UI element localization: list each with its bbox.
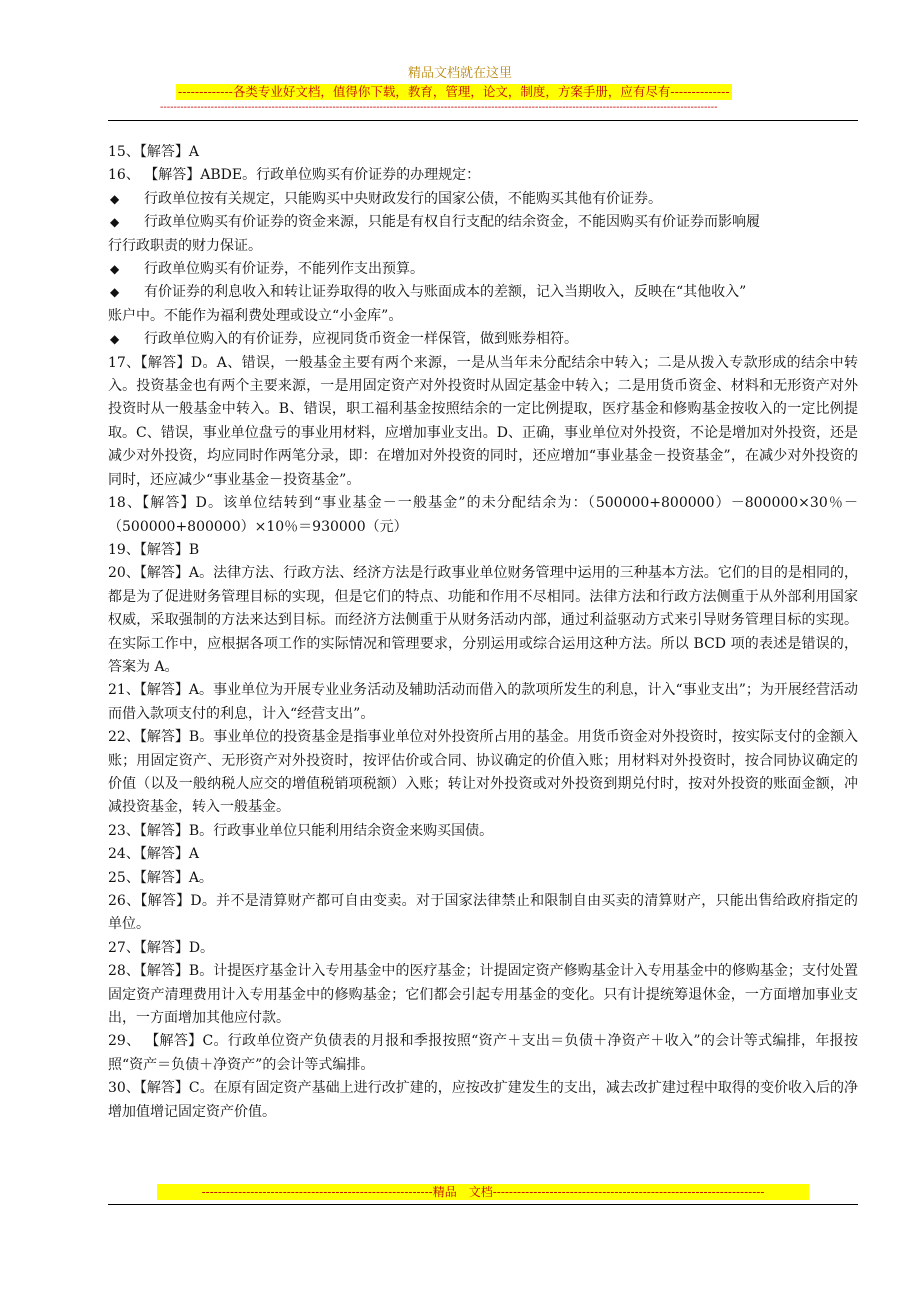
answer-16: 16、 【解答】ABDE。行政单位购买有价证券的办理规定： bbox=[108, 167, 481, 184]
answer-22: 22、【解答】B。事业单位的投资基金是指事业单位对外投资所占用的基金。用货币资金对外投资时，按实际支付的金额入账；用固定资产、无形资产对外投资时，按评估价或合同、协议确定的价值入账；用材料对外投资时，按合同协议确定的价值（以及一般纳税人应交的增值税销项税额）入账；转让对外投资或对外投资到期兑付时，按对外投资的账面金额，冲减投资基金，转入一般基金。 bbox=[108, 729, 858, 816]
header-title: 精品文档就在这里 bbox=[407, 66, 512, 81]
bullet-text: 行政单位购入的有价证券，应视同货币资金一样保管，做到账券相符。 bbox=[144, 331, 578, 348]
document-body bbox=[108, 141, 858, 1124]
bullet-continuation: 行行政职责的财力保证。 bbox=[108, 237, 262, 254]
bullet-item bbox=[108, 328, 858, 351]
answer-17: 17、【解答】D。A、错误，一般基金主要有两个来源，一是从当年未分配结余中转入；二是从拨入专款形成的结余中转入。投资基金也有两个主要来源，一是用固定资产对外投资时从固定基金中转入；二是用货币资金、材料和无形资产对外投资时从一般基金中转入。B、错误，职工福利基金按照结余的一定比例提取，医疗基金和修购基金按收入的一定比例提取。C、错误，事业单位盘亏的事业用材料，应增加事业支出。D、正确，事业单位对外投资，不论是增加对外投资，还是减少对外投资，均应同时作两笔分录，即：在增加对外投资的同时，还应增加“事业基金－投资基金”，在减少对外投资的同时，还应减少“事业基金－投资基金”。 bbox=[108, 354, 858, 488]
diamond-bullet-icon: ◆ bbox=[110, 332, 120, 347]
bullet-item bbox=[108, 281, 858, 304]
header-dash-line: --------------------------------------------------------------------------------------------------------------------------------------------------------------------- bbox=[160, 102, 718, 113]
answer-19: 19、【解答】B bbox=[108, 541, 200, 558]
answer-30: 30、【解答】C。在原有固定资产基础上进行改扩建的，应按改扩建发生的支出，减去改扩建过程中取得的变价收入后的净增加值增记固定资产价值。 bbox=[108, 1080, 858, 1120]
answer-29: 29、 【解答】C。行政单位资产负债表的月报和季报按照“资产＋支出＝负债＋净资产＋收入”的会计等式编排，年报按照“资产＝负债＋净资产”的会计等式编排。 bbox=[108, 1033, 858, 1073]
diamond-bullet-icon: ◆ bbox=[110, 191, 120, 206]
footer-tagline: ---------------------------------------------------------精品 文档------------------------------------------------------------------- bbox=[157, 1184, 809, 1200]
answer-24: 24、【解答】A bbox=[108, 846, 199, 863]
header-rule bbox=[108, 120, 858, 121]
diamond-bullet-icon: ◆ bbox=[110, 285, 120, 300]
answer-20: 20、【解答】A。法律方法、行政方法、经济方法是行政事业单位财务管理中运用的三种基本方法。它们的目的是相同的，都是为了促进财务管理目标的实现，但是它们的特点、功能和作用不尽相同。法律方法和行政方法侧重于从外部利用国家权威，采取强制的方法来达到目标。而经济方法侧重于从财务活动内部，通过利益驱动方式来引导财务管理目标的实现。在实际工作中，应根据各项工作的实际情况和管理要求，分别运用或综合运用这种方法。所以 BCD 项的表述是错误的，答案为 A。 bbox=[108, 565, 858, 675]
answer-23: 23、【解答】B。行政事业单位只能利用结余资金来购买国债。 bbox=[108, 822, 494, 839]
bullet-text: 有价证券的利息收入和转让证券取得的收入与账面成本的差额，记入当期收入，反映在“其他收入” bbox=[144, 284, 747, 301]
bullet-text: 行政单位购买有价证券的资金来源，只能是有权自行支配的结余资金，不能因购买有价证券而影响履 bbox=[144, 214, 760, 231]
bullet-item bbox=[108, 188, 858, 211]
bullet-text: 行政单位购买有价证券，不能列作支出预算。 bbox=[144, 261, 424, 278]
answer-27: 27、【解答】D。 bbox=[108, 939, 215, 956]
bullet-continuation: 账户中。不能作为福利费处理或设立“小金库”。 bbox=[108, 307, 403, 324]
bullet-item bbox=[108, 258, 858, 281]
bullet-item bbox=[108, 211, 858, 234]
diamond-bullet-icon: ◆ bbox=[110, 215, 120, 230]
footer-rule bbox=[108, 1204, 858, 1205]
answer-25: 25、【解答】A。 bbox=[108, 869, 213, 886]
bullet-text: 行政单位按有关规定，只能购买中央财政发行的国家公债，不能购买其他有价证券。 bbox=[144, 190, 662, 207]
answer-18: 18、【解答】D。该单位结转到“事业基金－一般基金”的未分配结余为：（500000+800000）－800000×30％－（500000+800000）×10％＝930000（元） bbox=[108, 495, 858, 535]
answer-21: 21、【解答】A。事业单位为开展专业业务活动及辅助活动而借入的款项所发生的利息，计入“事业支出”；为开展经营活动而借入款项支付的利息，计入“经营支出”。 bbox=[108, 682, 858, 722]
answer-28: 28、【解答】B。计提医疗基金计入专用基金中的医疗基金；计提固定资产修购基金计入专用基金中的修购基金；支付处置固定资产清理费用计入专用基金中的修购基金；它们都会引起专用基金的变化。只有计提统筹退休金，一方面增加事业支出，一方面增加其他应付款。 bbox=[108, 963, 858, 1027]
header-tagline: -------------各类专业好文档，值得你下载，教育，管理，论文，制度，方案手册，应有尽有-------------- bbox=[178, 84, 730, 99]
answer-26: 26、【解答】D。并不是清算财产都可自由变卖。对于国家法律禁止和限制自由买卖的清算财产，只能出售给政府指定的单位。 bbox=[108, 893, 858, 933]
diamond-bullet-icon: ◆ bbox=[110, 262, 120, 277]
answer-15: 15、【解答】A bbox=[108, 144, 199, 160]
